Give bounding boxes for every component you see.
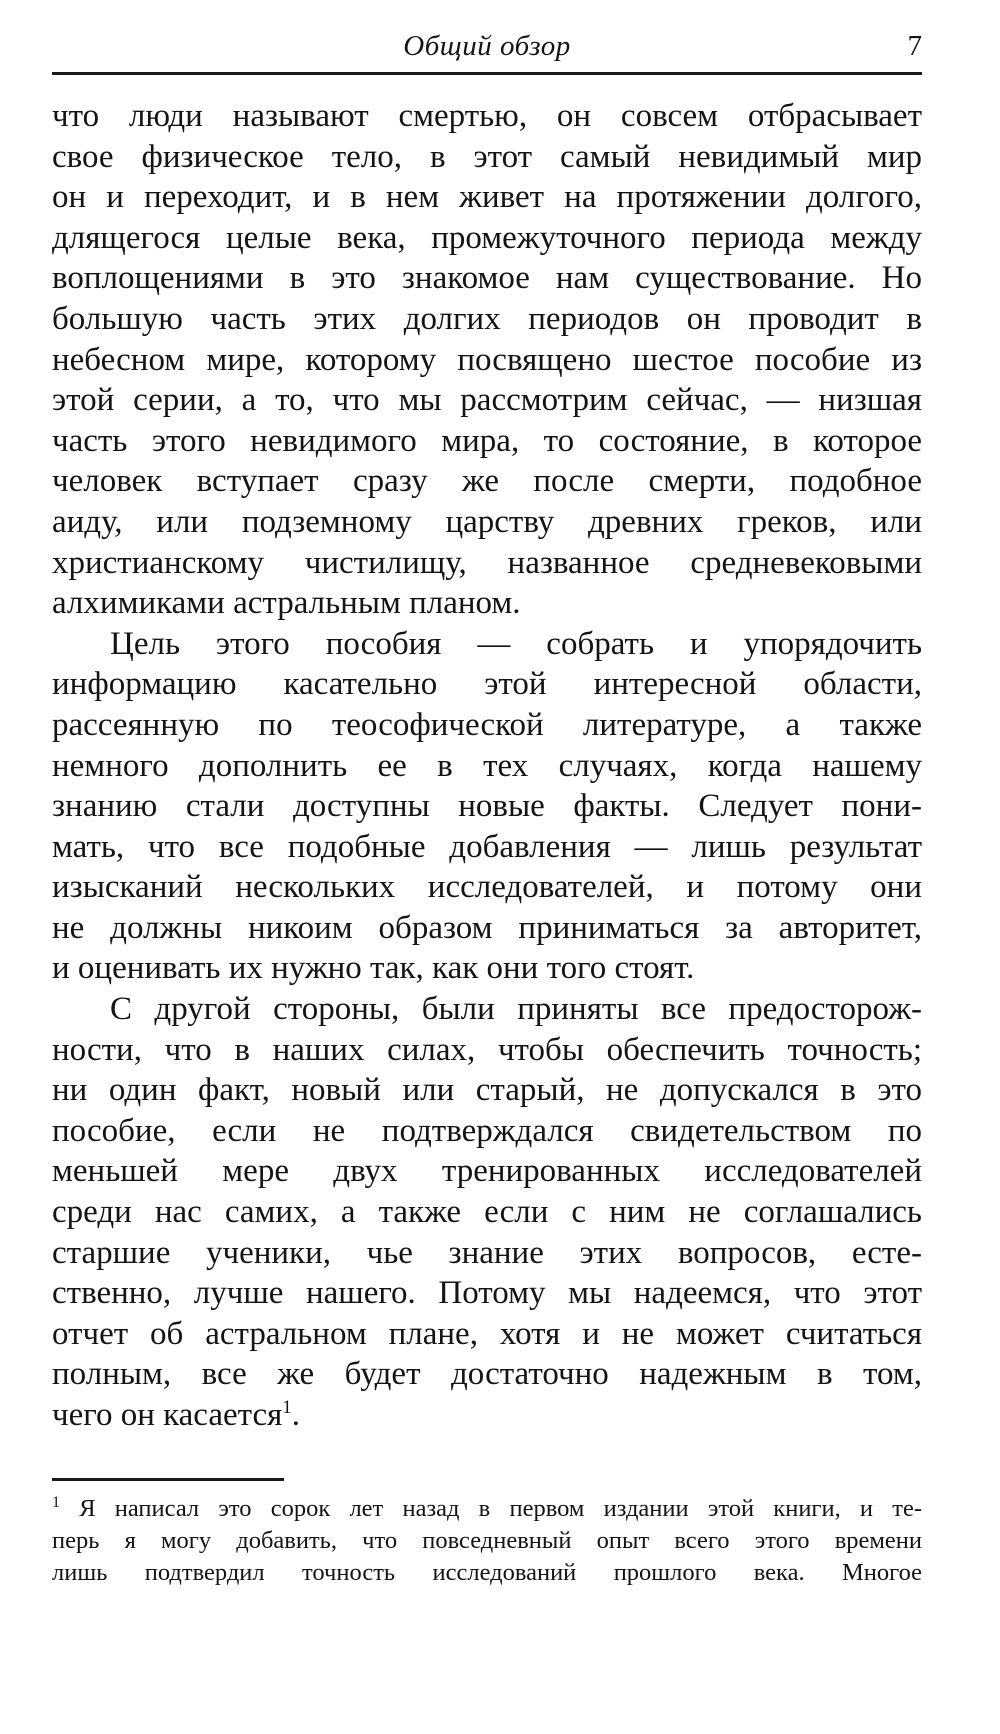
text-line: старшие ученики, чье знание этих вопросов, есте- bbox=[52, 1234, 922, 1271]
text-line: полным, все же будет достаточно надежным в том, bbox=[52, 1356, 922, 1393]
text-line: мать, что все подобные добавления — лишь результат bbox=[52, 828, 922, 865]
final-line-text: чего он касается bbox=[52, 1397, 283, 1433]
footnote-marker: 1 bbox=[52, 1493, 60, 1511]
page-number: 7 bbox=[907, 30, 922, 62]
footnote-separator bbox=[52, 1478, 284, 1481]
footnote-line bbox=[52, 1493, 922, 1525]
text-line: рассеянную по теософической литературе, а также bbox=[52, 706, 922, 743]
footnote-line: перь я могу добавить, что повседневный опыт всего этого времени bbox=[52, 1527, 922, 1554]
text-line: человек вступает сразу же после смерти, подобное bbox=[52, 463, 922, 500]
header-rule bbox=[52, 72, 922, 75]
paragraph-1 bbox=[52, 96, 922, 624]
text-line: алхимиками астральным планом. bbox=[52, 585, 521, 622]
text-line: большую часть этих долгих периодов он проводит в bbox=[52, 300, 922, 337]
text-line: немного дополнить ее в тех случаях, когда нашему bbox=[52, 747, 922, 784]
footnote-line: лишь подтвердил точность исследований прошлого века. Многое bbox=[52, 1559, 922, 1586]
paragraph-2 bbox=[52, 624, 922, 989]
text-line: он и переходит, и в нем живет на протяжении долгого, bbox=[52, 179, 922, 216]
text-line: изысканий нескольких исследователей, и потому они bbox=[52, 869, 922, 906]
text-line: среди нас самих, а также если с ним не соглашались bbox=[52, 1194, 922, 1231]
footnote-first-line-text: Я написал это сорок лет назад в первом издании этой книги, и те- bbox=[60, 1495, 922, 1522]
body-text bbox=[52, 96, 922, 1436]
text-line: информацию касательно этой интересной области, bbox=[52, 666, 922, 703]
text-line: длящегося целые века, промежуточного периода между bbox=[52, 219, 922, 256]
running-title: Общий обзор bbox=[403, 30, 571, 62]
paragraph-3 bbox=[52, 989, 922, 1436]
footnote-reference[interactable]: 1 bbox=[282, 1397, 292, 1418]
text-line: этой серии, а то, что мы рассмотрим сейчас, — низшая bbox=[52, 382, 922, 419]
text-line: аиду, или подземному царству древних греков, или bbox=[52, 503, 922, 540]
text-line: меньшей мере двух тренированных исследователей bbox=[52, 1153, 922, 1190]
text-line: знанию стали доступны новые факты. Следует пони- bbox=[52, 788, 922, 825]
text-line: свое физическое тело, в этот самый невидимый мир bbox=[52, 138, 922, 175]
footnote bbox=[52, 1493, 922, 1589]
text-line-final bbox=[52, 1395, 922, 1436]
text-line: Цель этого пособия — собрать и упорядочить bbox=[110, 625, 922, 662]
final-line-punctuation: . bbox=[291, 1397, 301, 1433]
text-line: ни один факт, новый или старый, не допускался в это bbox=[52, 1072, 922, 1109]
text-line: воплощениями в это знакомое нам существование. Но bbox=[52, 260, 922, 297]
text-line: ственно, лучше нашего. Потому мы надеемся, что этот bbox=[52, 1275, 922, 1312]
text-line: не должны никоим образом приниматься за авторитет, bbox=[52, 909, 922, 946]
running-head bbox=[52, 26, 922, 70]
text-line: и оценивать их нужно так, как они того стоят. bbox=[52, 950, 695, 987]
text-line: С другой стороны, были приняты все предосторож- bbox=[110, 991, 922, 1028]
text-line: ности, что в наших силах, чтобы обеспечить точность; bbox=[52, 1031, 922, 1068]
text-line: что люди называют смертью, он совсем отбрасывает bbox=[52, 98, 922, 134]
text-line: христианскому чистилищу, названное средневековыми bbox=[52, 544, 922, 581]
text-line: часть этого невидимого мира, то состояние, в которое bbox=[52, 422, 922, 459]
text-line: отчет об астральном плане, хотя и не может считаться bbox=[52, 1315, 922, 1352]
text-line: пособие, если не подтверждался свидетельством по bbox=[52, 1112, 922, 1149]
text-line: небесном мире, которому посвящено шестое пособие из bbox=[52, 341, 922, 378]
